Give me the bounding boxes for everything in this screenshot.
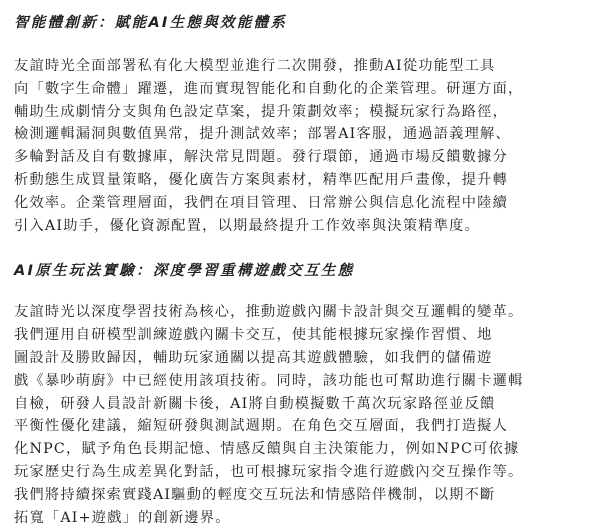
- paragraph-line: 平衡性優化建議，縮短研發與測試週期。在角色交互層面，我們打造擬人: [14, 418, 509, 435]
- paragraph-line: 圖設計及勝敗歸因，輔助玩家通關以提高其遊戲體驗，如我們的儲備遊: [14, 349, 493, 366]
- paragraph-line: 析動態生成買量策略，優化廣告方案與素材，精準匹配用戶畫像，提升轉: [14, 171, 509, 188]
- paragraph-line: 戲《暴吵萌廚》中已經使用該項技術。同時，該功能也可幫助進行關卡邏輯: [14, 372, 524, 389]
- section-heading-ai-native-gameplay: AI原生玩法實驗：深度學習重構遊戲交互生態: [14, 263, 355, 280]
- section-heading-agent-innovation: 智能體創新：賦能AI生態與效能體系: [14, 15, 288, 31]
- paragraph-line: 化效率。企業管理層面，我們在項目管理、日常辦公與信息化流程中陸續: [14, 194, 509, 211]
- section-paragraph-agent-innovation: [14, 55, 578, 237]
- section-paragraph-ai-native-gameplay: [14, 301, 578, 529]
- paragraph-line: 友誼時光以深度學習技術為核心，推動遊戲內關卡設計與交互邏輯的變革。: [14, 304, 524, 321]
- paragraph-line: 拓寬「AI+遊戲」的創新邊界。: [14, 509, 231, 526]
- paragraph-line: 引入AI助手，優化資源配置，以期最終提升工作效率與決策精準度。: [14, 217, 481, 234]
- paragraph-line: 輔助生成劇情分支與角色設定草案，提升策劃效率；模擬玩家行為路徑，: [14, 103, 509, 120]
- paragraph-line: 向「數字生命體」躍遷，進而實現智能化和自動化的企業管理。研運方面，: [14, 80, 524, 97]
- paragraph-line: 檢測邏輯漏洞與數值異常，提升測試效率；部署AI客服，通過語義理解、: [14, 126, 511, 143]
- paragraph-line: 我們將持續探索實踐AI驅動的輕度交互玩法和情感陪伴機制，以期不斷: [14, 486, 496, 503]
- paragraph-line: 我們運用自研模型訓練遊戲內關卡交互，使其能根據玩家操作習慣、地: [14, 327, 493, 344]
- paragraph-line: 友誼時光全面部署私有化大模型並進行二次開發，推動AI從功能型工具: [14, 58, 496, 74]
- paragraph-line: 多輪對話及自有數據庫，解決常見問題。發行環節，通過市場反饋數據分: [14, 149, 509, 166]
- paragraph-line: 玩家歷史行為生成差異化對話，也可根據玩家指令進行遊戲內交互操作等。: [14, 463, 524, 480]
- paragraph-line: 化NPC，賦予角色長期記憶、情感反饋與自主決策能力，例如NPC可依據: [14, 441, 520, 458]
- paragraph-line: 自檢，研發人員設計新關卡後，AI將自動模擬數千萬次玩家路徑並反饋: [14, 395, 496, 412]
